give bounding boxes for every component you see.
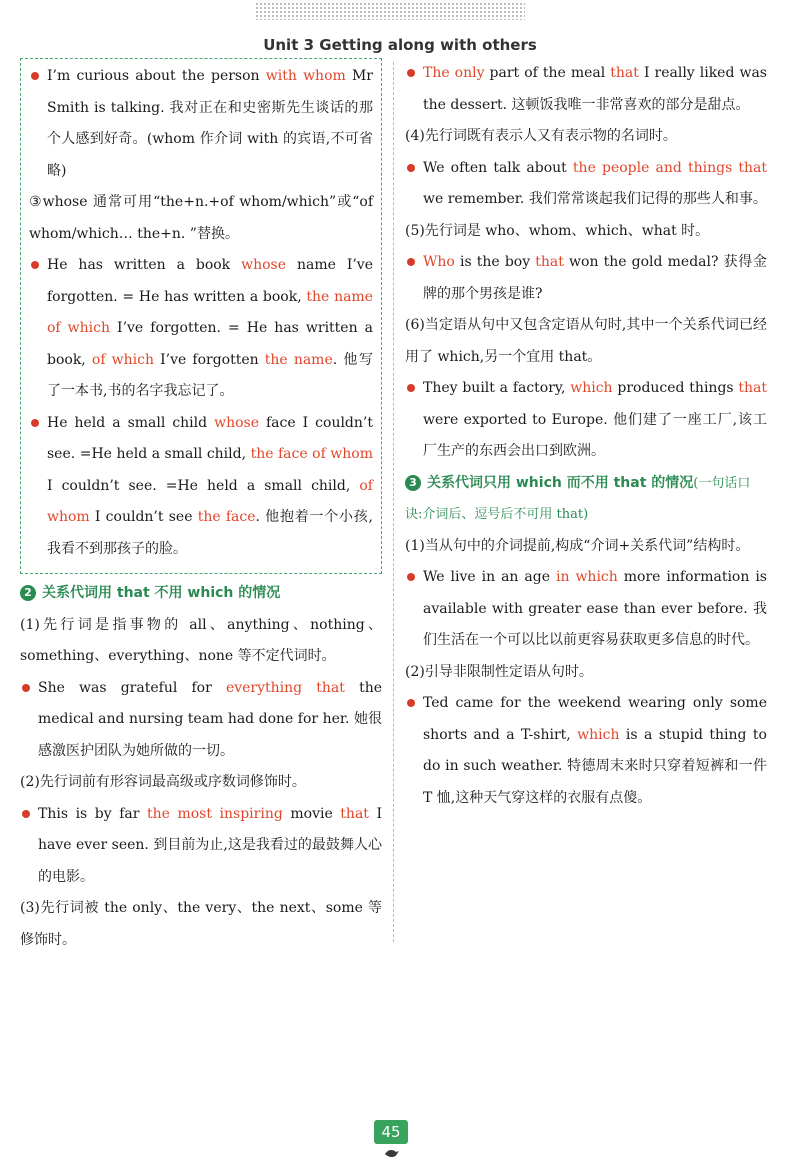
rule-people-and-things: (4)先行词既有表示人又有表示物的名词时。 (405, 128, 677, 144)
unit-title: Unit 3 Getting along with others (263, 36, 537, 54)
section-3-heading: 3 关系代词只用 which 而不用 that 的情况(一句话口诀:介词后、逗号后不可用 that) (405, 474, 751, 522)
example-everything-that: She was grateful for everything that the medical and nursing team had done for her. 她很感激医护团队为她所做的一切。 (20, 673, 382, 768)
left-column (20, 58, 382, 956)
bird-icon (384, 1146, 400, 1160)
example-the-only: The only part of the meal that I really liked was the dessert. 这顿饭我唯一非常喜欢的部分是甜点。 (405, 58, 767, 121)
example-ted-shorts: Ted came for the weekend wearing only some shorts and a T-shirt, which is a stupid thing to do in such weather. 特德周末来时只穿着短裤和一件 T 恤,这种天气穿这样的衣服有点傻。 (405, 688, 767, 814)
rule-preposition-fronted: (1)当从句中的介词提前,构成“介词+关系代词”结构时。 (405, 537, 750, 554)
example-factory: They built a factory, which produced things that were exported to Europe. 他们建了一座工厂,该工厂生产的东西会出口到欧洲。 (405, 373, 767, 468)
rule-the-only: (3)先行词被 the only、the very、the next、some 等修饰时。 (20, 900, 382, 948)
example-child-face: He held a small child whose face I couldn’t see. =He held a small child, the face of whom I couldn’t see. =He held a small child, of whom I couldn’t see the face. 他抱着一个小孩,我看不到那孩子的脸。 (29, 408, 373, 566)
section-2-heading: 2 关系代词用 that 不用 which 的情况 (20, 578, 382, 610)
rule-indefinite-pronouns: (1)先行词是指事物的 all、anything、nothing、something、everything、none 等不定代词时。 (20, 616, 382, 664)
example-people-and-things: We often talk about the people and things that we remember. 我们常常谈起我们记得的那些人和事。 (405, 153, 767, 216)
column-divider (393, 62, 394, 942)
section-number-badge: 3 (405, 475, 421, 491)
example-most-inspiring: This is by far the most inspiring movie that I have ever seen. 到目前为止,这是我看过的最鼓舞人心的电影。 (20, 799, 382, 894)
header-dot-pattern (255, 2, 525, 20)
rule-whose-replacement: ③whose 通常可用“the+n.+of whom/which”或“of whom/which… the+n. ”替换。 (29, 194, 373, 242)
rule-nested-clause: (6)当定语从句中又包含定语从句时,其中一个关系代词已经用了 which,另一个宜用 that。 (405, 317, 767, 365)
example-who-that: Who is the boy that won the gold medal? 获得金牌的那个男孩是谁? (405, 247, 767, 310)
rule-superlative: (2)先行词前有形容词最高级或序数词修饰时。 (20, 774, 306, 790)
right-column (405, 58, 767, 814)
example-with-whom: I’m curious about the person with whom Mr Smith is talking. 我对正在和史密斯先生谈话的那个人感到好奇。(whom 作介词 with 的宾语,不可省略) (29, 61, 373, 187)
page-number: 45 (374, 1120, 408, 1144)
whose-note-box (20, 58, 382, 574)
section-number-badge: 2 (20, 585, 36, 601)
example-book-name: He has written a book whose name I’ve forgotten. = He has written a book, the name of which I’ve forgotten. = He has written a book, of which I’ve forgotten the name. 他写了一本书,书的名字我忘记了。 (29, 250, 373, 408)
rule-who-which-antecedent: (5)先行词是 who、whom、which、what 时。 (405, 222, 710, 239)
example-in-which: We live in an age in which more information is available with greater ease than ever before. 我们生活在一个可以比以前更容易获取更多信息的时代。 (405, 562, 767, 657)
rule-non-restrictive: (2)引导非限制性定语从句时。 (405, 663, 593, 680)
